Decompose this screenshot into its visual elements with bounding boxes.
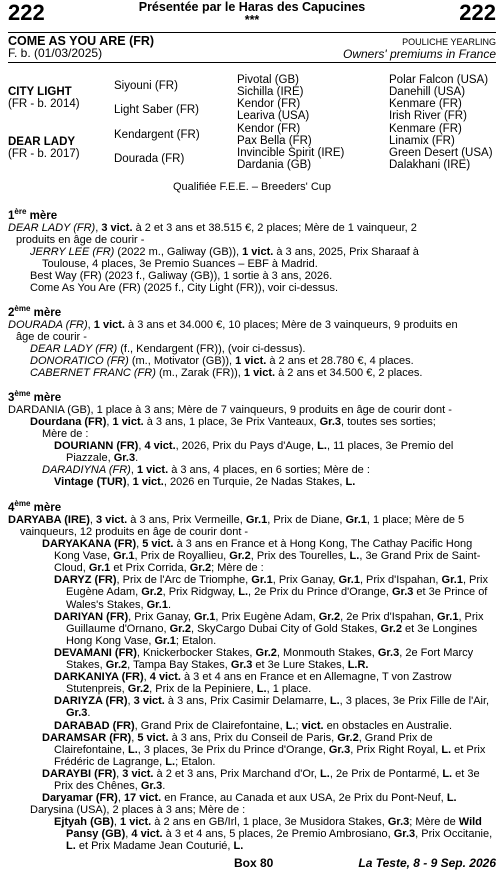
produce-entry: DARIYZA (FR), 3 vict. à 3 ans, Prix Casimir Delamarre, L., 3 places, 3e Prix Fille de l'Air, Gr.3. <box>54 695 490 720</box>
first-dam-section <box>8 206 496 294</box>
pedigree-gen4-4: Irish River (FR) <box>389 110 467 122</box>
produce-entry: DARIYAN (FR), Prix Ganay, Gr.1, Prix Eugène Adam, Gr.2, 2e Prix d'Ispahan, Gr.1, Prix Guillaume d'Ornano, Gr.2, SkyCargo Dubai City of Gold Stakes, Gr.2 et 3e Longines Hong Kong Vase, Gr.1; Etalon. <box>54 610 484 647</box>
produce-entry-cont: Mère de : <box>42 428 89 441</box>
pedigree-gen4-3: Kenmare (FR) <box>389 98 462 110</box>
section-heading: 1ère mère <box>8 207 58 222</box>
sire-name: CITY LIGHT <box>8 86 72 98</box>
pedigree-divider <box>8 62 496 63</box>
pedigree-gen2-1: Siyouni (FR) <box>114 80 178 92</box>
section-heading: 2ème mère <box>8 304 62 319</box>
pedigree-gen3-5: Kendor (FR) <box>237 123 301 135</box>
presenter-line <box>8 1 496 27</box>
produce-entry: Dourdana (FR), 1 vict. à 3 ans, 1 place, 3e Prix Vanteaux, Gr.3, toutes ses sorties; <box>30 416 436 429</box>
lot-number-left: 222 <box>8 0 45 25</box>
fourth-dam-section <box>8 498 496 853</box>
produce-entry: JERRY LEE (FR) (2022 m., Galiway (GB)), 1 vict. à 3 ans, 2025, Prix Sharaaf à <box>30 246 419 259</box>
lot-number-right: 222 <box>459 0 496 25</box>
dam-entry: DARDANIA (GB), 1 place à 3 ans; Mère de 7 vainqueurs, 9 produits en âge de courir dont - <box>8 403 452 416</box>
pedigree-gen3-4: Leariva (USA) <box>237 110 310 122</box>
footer-place: La Teste, 8 - 9 Sep. 2026 <box>358 856 496 870</box>
produce-entry: DARADIYNA (FR), 1 vict. à 3 ans, 4 places, en 6 sorties; Mère de : <box>42 464 370 477</box>
produce-entry: DARYAKANA (FR), 5 vict. à 3 ans en France et à Hong Kong, The Cathay Pacific Hong Kong Vase, Gr.1, Prix de Royallieu, Gr.2, Prix des Tourelles, L., 3e Grand Prix de Saint-Cloud, Gr.1 et Prix Corrida, Gr.2; Mère de : <box>42 538 481 575</box>
horse-name: COME AS YOU ARE (FR) <box>8 34 155 48</box>
produce-entry: DEAR LADY (FR) (f., Kendargent (FR)), (voir ci-dessus). <box>30 343 306 356</box>
produce-entry: DARABAD (FR), Grand Prix de Clairefontaine, L.; vict. en obstacles en Australie. <box>54 719 453 732</box>
pedigree-gen4-7: Green Desert (USA) <box>389 147 493 159</box>
pedigree-gen3-1: Pivotal (GB) <box>237 74 299 86</box>
pedigree-gen4-5: Kenmare (FR) <box>389 123 462 135</box>
dam-entry-cont: âge de courir - <box>16 331 87 344</box>
produce-entry: Ejtyah (GB), 1 vict. à 2 ans en GB/Irl, 1 place, 3e Musidora Stakes, Gr.3; Mère de Wild Pansy (GB), 4 vict. à 3 et 4 ans, 5 places, 2e Premio Ambrosiano, Gr.3, Prix Occitanie, L. et Prix Madame Jean Couturié, L. <box>54 816 493 853</box>
produce-entry: DOURIANN (FR), 4 vict., 2026, Prix du Pays d'Auge, L., 11 places, 3e Premio del Piazzale, Gr.3. <box>54 440 454 465</box>
dam-entry-cont: produits en âge de courir - <box>16 234 145 247</box>
pedigree-gen2-2: Light Saber (FR) <box>114 104 200 116</box>
pedigree-gen3-8: Dardania (GB) <box>237 159 312 171</box>
produce-entry: Best Way (FR) (2023 f., Galiway (GB)), 1 sortie à 3 ans, 2026. <box>30 270 333 283</box>
section-heading: 3ème mère <box>8 389 62 404</box>
section-heading: 4ème mère <box>8 499 62 514</box>
pedigree-gen4-2: Danehill (USA) <box>389 86 466 98</box>
pedigree-gen4-6: Linamix (FR) <box>389 135 455 147</box>
footer-box: Box 80 <box>234 856 274 870</box>
dam-name: DEAR LADY <box>8 136 76 148</box>
produce-entry: Vintage (TUR), 1 vict., 2026 en Turquie, 2e Nadas Stakes, L. <box>54 476 356 489</box>
produce-entry: DEVAMANI (FR), Knickerbocker Stakes, Gr.2, Monmouth Stakes, Gr.3, 2e Fort Marcy Stakes, Gr.2, Tampa Bay Stakes, Gr.3 et 3e Lure Stakes, L.R. <box>54 646 474 672</box>
produce-entry: Come As You Are (FR) (2025 f., City Light (FR)), voir ci-dessus. <box>30 282 339 295</box>
owners-premium: Owners' premiums in France <box>343 47 496 61</box>
produce-entry: DARAMSAR (FR), 5 vict. à 3 ans, Prix du Conseil de Paris, Gr.2, Grand Prix de Clairefontaine, L., 3 places, 3e Prix du Prince d'Orange, Gr.3, Prix Right Royal, L. et Prix Frédéric de Lagrange, L.; Etalon. <box>42 731 486 768</box>
horse-sex-dob: F. b. (01/03/2025) <box>8 46 103 60</box>
third-dam-section <box>8 388 496 489</box>
pedigree-gen4-8: Dalakhani (IRE) <box>389 159 471 171</box>
header-divider <box>8 32 496 33</box>
pedigree-gen3-3: Kendor (FR) <box>237 98 301 110</box>
dam-entry: DOURADA (FR), 1 vict. à 3 ans et 34.000 €, 10 places; Mère de 3 vainqueurs, 9 produits en <box>8 318 458 331</box>
produce-entry: DARYZ (FR), Prix de l'Arc de Triomphe, Gr.1, Prix Ganay, Gr.1, Prix d'Ispahan, Gr.1, Prix Eugène Adam, Gr.2, Prix Ridgway, L., 2e Prix du Prince d'Orange, Gr.3 et 3e Prince of Wales's Stakes, Gr.1. <box>54 574 488 611</box>
dam-entry: DEAR LADY (FR), 3 vict. à 2 et 3 ans et 38.515 €, 2 places; Mère de 1 vainqueur, 2 <box>8 221 417 234</box>
horse-category: POULICHE YEARLING <box>402 37 496 47</box>
qualification-line: Qualifiée F.E.E. – Breeders' Cup <box>172 181 331 193</box>
catalogue-page <box>8 0 496 873</box>
produce-entry: Darysina (USA), 2 places à 3 ans; Mère de : <box>30 804 246 817</box>
produce-entry: DARAYBI (FR), 3 vict. à 2 et 3 ans, Prix Marchand d'Or, L., 2e Prix de Pontarmé, L. et 3e Prix des Chênes, Gr.3. <box>42 767 480 792</box>
pedigree-gen3-2: Sichilla (IRE) <box>237 86 304 98</box>
produce-entry: DONORATICO (FR) (m., Motivator (GB)), 1 vict. à 2 ans et 28.780 €, 4 places. <box>30 355 414 368</box>
pedigree-gen3-6: Pax Bella (FR) <box>237 135 312 147</box>
second-dam-section <box>8 303 496 379</box>
presenter-stars: *** <box>244 13 260 27</box>
pedigree-gen2-4: Dourada (FR) <box>114 153 185 165</box>
produce-entry: DARKANIYA (FR), 4 vict. à 3 et 4 ans en France et en Allemagne, T von Zastrow Stutenpreis, Gr.2, Prix de la Pepiniere, L., 1 place. <box>54 671 452 696</box>
produce-entry-cont: Toulouse, 4 places, 3e Premio Suances – EBF à Madrid. <box>42 258 318 271</box>
presenter-name: Présentée par le Haras des Capucines <box>138 0 366 14</box>
pedigree-gen4-1: Polar Falcon (USA) <box>389 74 489 86</box>
dam-info: (FR - b. 2017) <box>8 148 80 160</box>
sire-info: (FR - b. 2014) <box>8 98 80 110</box>
pedigree-gen3-7: Invincible Spirit (IRE) <box>237 147 345 159</box>
dam-entry: DARYABA (IRE), 3 vict. à 3 ans, Prix Vermeille, Gr.1, Prix de Diane, Gr.1, 1 place; Mère de 5 vainqueurs, 12 produits en âge de courir dont - <box>8 513 465 539</box>
produce-entry: CABERNET FRANC (FR) (m., Zarak (FR)), 1 vict. à 2 ans et 34.500 €, 2 places. <box>30 367 423 380</box>
pedigree-gen2-3: Kendargent (FR) <box>114 129 200 141</box>
produce-entry: Daryamar (FR), 17 vict. en France, au Canada et aux USA, 2e Prix du Pont-Neuf, L. <box>42 792 457 805</box>
